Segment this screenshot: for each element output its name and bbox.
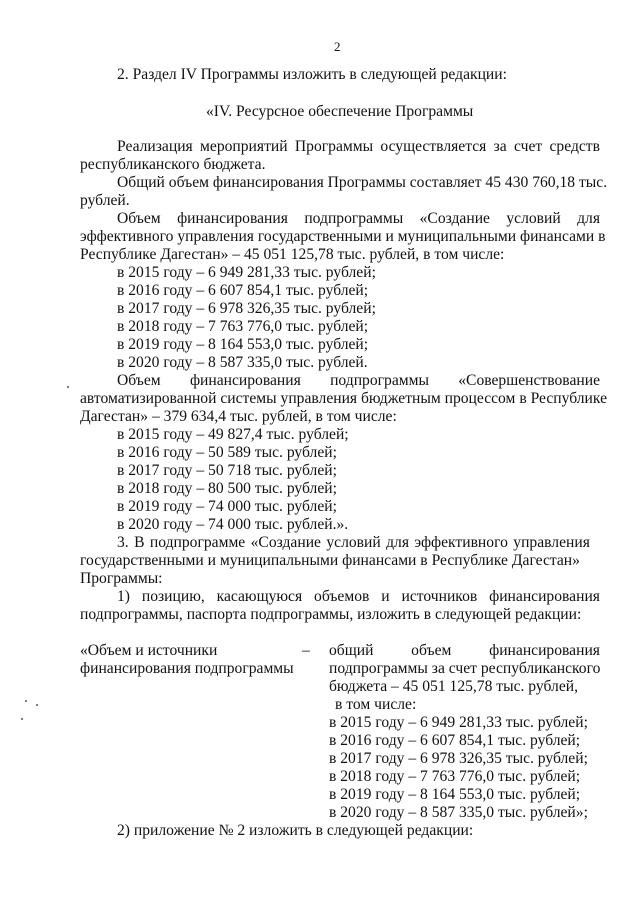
- word: Реализация: [117, 138, 193, 155]
- table-dash: –: [302, 642, 310, 659]
- word: счет: [514, 138, 543, 155]
- year-line: в 2017 году – 50 718 тыс. рублей;: [117, 462, 337, 479]
- section-2-heading: 2. Раздел IV Программы изложить в следующей редакции:: [117, 66, 507, 83]
- scan-speck: [25, 700, 27, 702]
- word: позицию,: [141, 588, 205, 605]
- item-2-line: 2) приложение № 2 изложить в следующей редакции:: [117, 822, 474, 839]
- table-right-line1: [329, 642, 600, 660]
- word: касающуюся: [216, 588, 303, 605]
- page-number: 2: [334, 39, 341, 54]
- word: финансирования: [489, 588, 600, 605]
- word: подпрограммы: [330, 372, 429, 389]
- word: Объем: [117, 372, 161, 389]
- word: для: [577, 210, 600, 227]
- year-line: в 2018 году – 80 500 тыс. рублей;: [117, 480, 337, 497]
- para-total-volume-line2: рублей.: [80, 192, 130, 209]
- word: условий: [506, 210, 561, 227]
- word: «Создание: [419, 210, 490, 227]
- year-line: в 2017 году – 6 978 326,35 тыс. рублей;: [117, 300, 376, 317]
- word: объем: [411, 642, 452, 659]
- year-line: в 2015 году – 49 827,4 тыс. рублей;: [117, 426, 349, 443]
- word: источников: [401, 588, 478, 605]
- word: 1): [117, 588, 130, 605]
- table-right-line2: подпрограммы за счет республиканского: [329, 660, 601, 677]
- year-line: в 2016 году – 6 607 854,1 тыс. рублей;: [117, 282, 369, 299]
- section-3-line1: 3. В подпрограмме «Создание условий для эффективного управления: [117, 534, 590, 551]
- para-subprogram1-line1: [117, 210, 600, 228]
- table-right-line3: бюджета – 45 051 125,78 тыс. рублей,: [329, 678, 578, 695]
- year-line: в 2020 году – 8 587 335,0 тыс. рублей.: [117, 354, 368, 371]
- table-left-line1: «Объем и источники: [80, 642, 218, 659]
- word: финансирования: [177, 210, 288, 227]
- word: средств: [549, 138, 600, 155]
- year-line: в 2015 году – 6 949 281,33 тыс. рублей;: [117, 264, 376, 281]
- para-subprogram1-line2: эффективного управления государственными и муниципальными финансами в: [80, 228, 606, 245]
- para-subprogram2-line3: Дагестан» – 379 634,4 тыс. рублей, в том числе:: [80, 408, 397, 425]
- para-subprogram2-line2: автоматизированной системы управления бюджетным процессом в Республике: [80, 390, 607, 407]
- year-line: в 2020 году – 74 000 тыс. рублей.».: [117, 516, 349, 533]
- table-year-line: в 2018 году – 7 763 776,0 тыс. рублей;: [329, 768, 581, 785]
- word: финансирования: [489, 642, 600, 659]
- para-funding-source-line1: [117, 138, 600, 156]
- word: «Совершенствование: [458, 372, 600, 389]
- scan-speck: [67, 386, 69, 388]
- word: за: [493, 138, 507, 155]
- word: осуществляется: [380, 138, 487, 155]
- para-total-volume-line1: Общий объем финансирования Программы составляет 45 430 760,18 тыс.: [117, 174, 608, 191]
- para-subprogram2-line1: [117, 372, 600, 390]
- table-year-line: в 2017 году – 6 978 326,35 тыс. рублей;: [329, 750, 588, 767]
- item-1-line2: подпрограммы, паспорта подпрограммы, изложить в следующей редакции:: [80, 606, 582, 623]
- section-3-line2: государственными и муниципальными финансами в Республике Дагестан»: [80, 552, 580, 569]
- scan-speck: [36, 704, 38, 706]
- year-line: в 2019 году – 74 000 тыс. рублей;: [117, 498, 337, 515]
- section-3-line3: Программы:: [80, 570, 163, 587]
- word: объемов: [314, 588, 370, 605]
- table-year-line: в 2019 году – 8 164 553,0 тыс. рублей;: [329, 786, 581, 803]
- word: подпрограммы: [304, 210, 404, 227]
- para-subprogram1-line3: Республике Дагестан» – 45 051 125,78 тыс. рублей, в том числе:: [80, 246, 505, 263]
- word: мероприятий: [200, 138, 288, 155]
- table-year-line: в 2020 году – 8 587 335,0 тыс. рублей»;: [329, 804, 588, 821]
- word: Программы: [294, 138, 374, 155]
- year-line: в 2016 году – 50 589 тыс. рублей;: [117, 444, 337, 461]
- table-left-line2: финансирования подпрограммы: [80, 660, 294, 677]
- table-right-line4: в том числе:: [335, 696, 417, 713]
- section-iv-title: «IV. Ресурсное обеспечение Программы: [206, 103, 474, 120]
- item-1-line1: [117, 588, 600, 606]
- table-year-line: в 2015 году – 6 949 281,33 тыс. рублей;: [329, 714, 588, 731]
- word: финансирования: [189, 372, 301, 389]
- year-line: в 2018 году – 7 763 776,0 тыс. рублей;: [117, 318, 369, 335]
- word: Объем: [117, 210, 161, 227]
- word: общий: [329, 642, 374, 659]
- para-funding-source-line2: республиканского бюджета.: [80, 156, 266, 173]
- table-year-line: в 2016 году – 6 607 854,1 тыс. рублей;: [329, 732, 581, 749]
- year-line: в 2019 году – 8 164 553,0 тыс. рублей;: [117, 336, 369, 353]
- scan-speck: [21, 718, 23, 720]
- word: и: [381, 588, 390, 605]
